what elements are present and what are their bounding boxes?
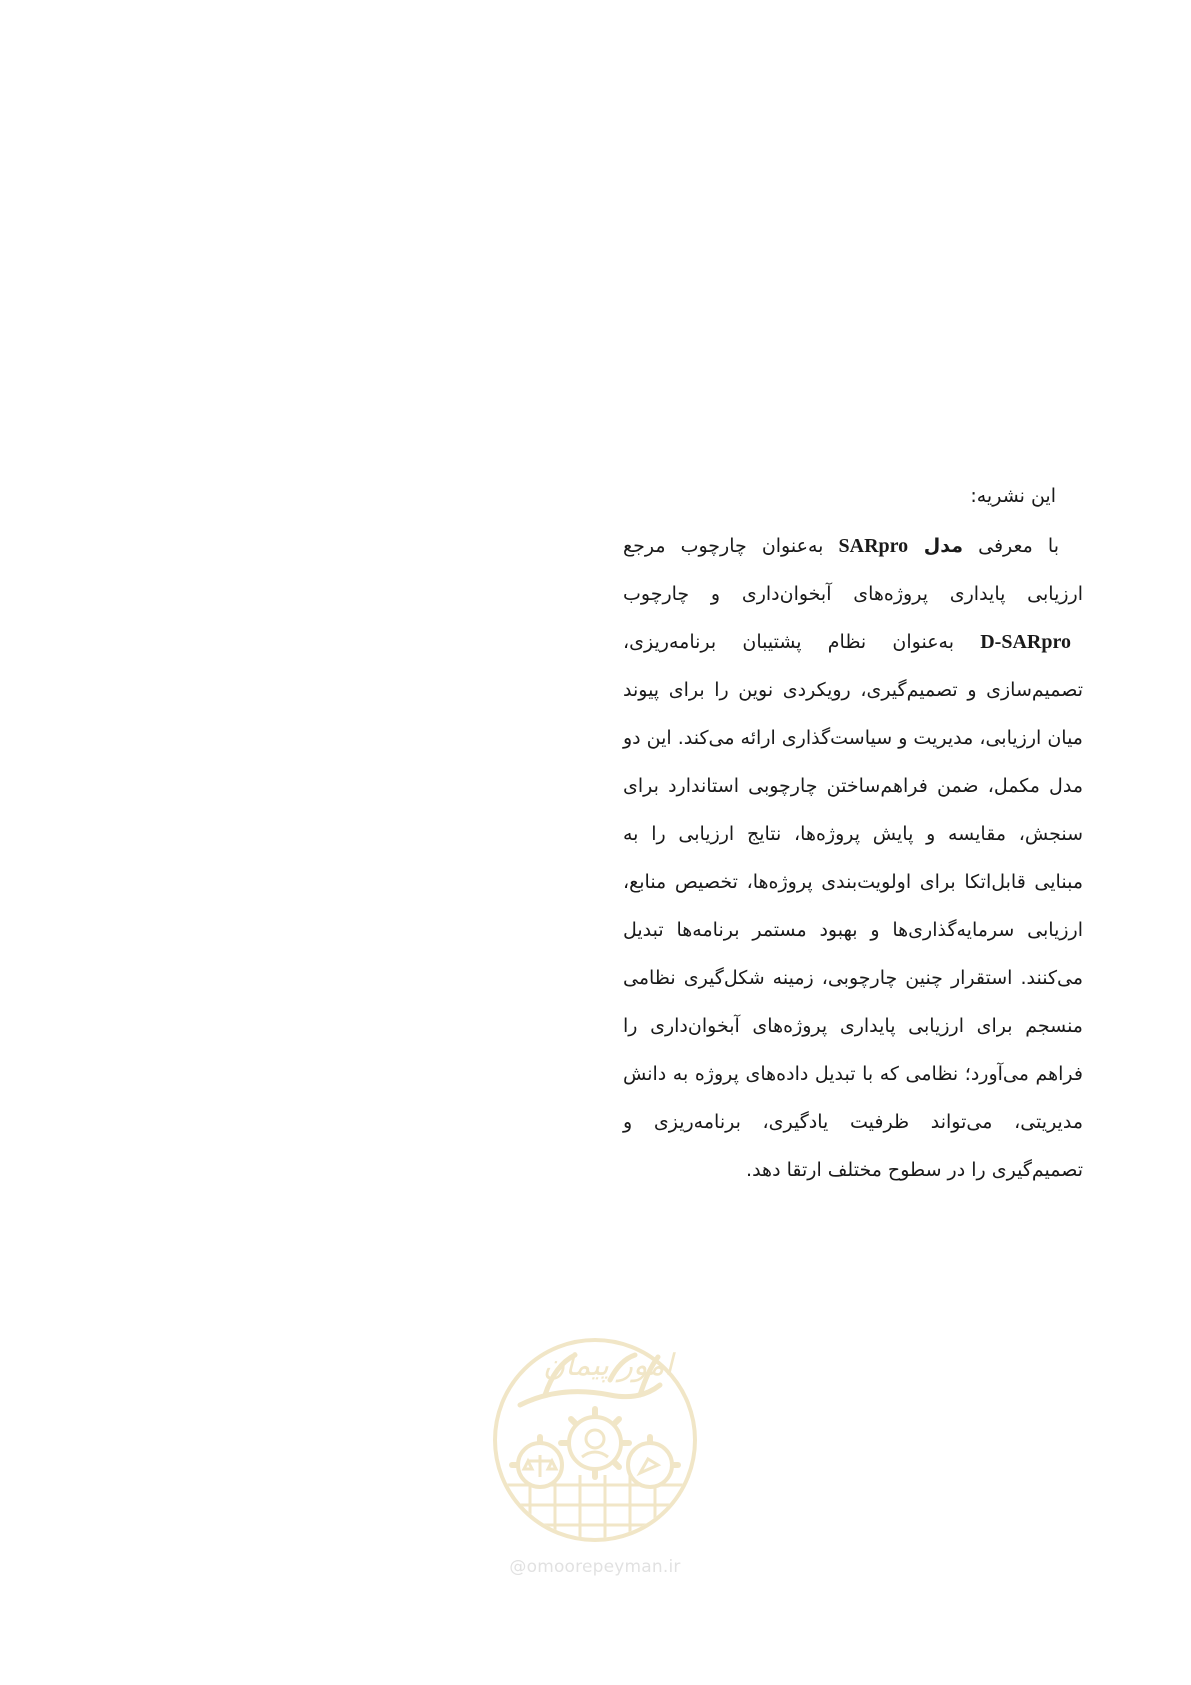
- body-paragraph: [623, 522, 1083, 1194]
- intro-label: این نشریه:: [970, 485, 1056, 507]
- paragraph-line: مدل مکمل، ضمن فراهم‌ساختن چارچوبی استاندارد برای: [623, 775, 1083, 797]
- paragraph-line: [623, 522, 1083, 570]
- paragraph-line: فراهم می‌آورد؛ نظامی که با تبدیل داده‌های پروژه به دانش: [623, 1063, 1083, 1085]
- paragraph-line: منسجم برای ارزیابی پایداری پروژه‌های آبخوان‌داری را: [623, 1015, 1083, 1037]
- text-span: با معرفی: [963, 535, 1060, 557]
- logo-calligraphy-text: امور پیمان: [543, 1348, 673, 1383]
- text-span: به‌عنوان چارچوب مرجع: [623, 535, 839, 557]
- paragraph-line: مبنایی قابل‌اتکا برای اولویت‌بندی پروژه‌ها، تخصیص منابع،: [623, 871, 1083, 893]
- paragraph-line: تصمیم‌سازی و تصمیم‌گیری، رویکردی نوین را برای پیوند: [623, 679, 1083, 701]
- paragraph-line: ارزیابی پایداری پروژه‌های آبخوان‌داری و چارچوب: [623, 583, 1083, 605]
- model-name-sarpro: SARpro: [838, 535, 909, 557]
- logo-emblem-icon: [490, 1335, 700, 1550]
- paragraph-line: مدیریتی، می‌تواند ظرفیت یادگیری، برنامه‌ریزی و: [623, 1111, 1083, 1133]
- watermark-site: @omoorepeyman.ir: [509, 1557, 681, 1577]
- paragraph-line: [623, 618, 1083, 666]
- paragraph-line: تصمیم‌گیری را در سطوح مختلف ارتقا دهد.: [746, 1159, 1083, 1181]
- text-span: به‌عنوان نظام پشتیبان برنامه‌ریزی،: [623, 631, 981, 653]
- paragraph-line: سنجش، مقایسه و پایش پروژه‌ها، نتایج ارزیابی را به: [623, 823, 1083, 845]
- paragraph-line: میان ارزیابی، مدیریت و سیاست‌گذاری ارائه می‌کند. این دو: [622, 727, 1083, 749]
- watermark-logo: [490, 1335, 700, 1585]
- paragraph-line: ارزیابی سرمایه‌گذاری‌ها و بهبود مستمر برنامه‌ها تبدیل: [623, 919, 1083, 941]
- paragraph-line: می‌کنند. استقرار چنین چارچوبی، زمینه شکل‌گیری نظامی: [623, 967, 1083, 989]
- bold-term: مدل: [908, 535, 964, 557]
- model-name-dsarpro: D-SARpro: [980, 631, 1071, 653]
